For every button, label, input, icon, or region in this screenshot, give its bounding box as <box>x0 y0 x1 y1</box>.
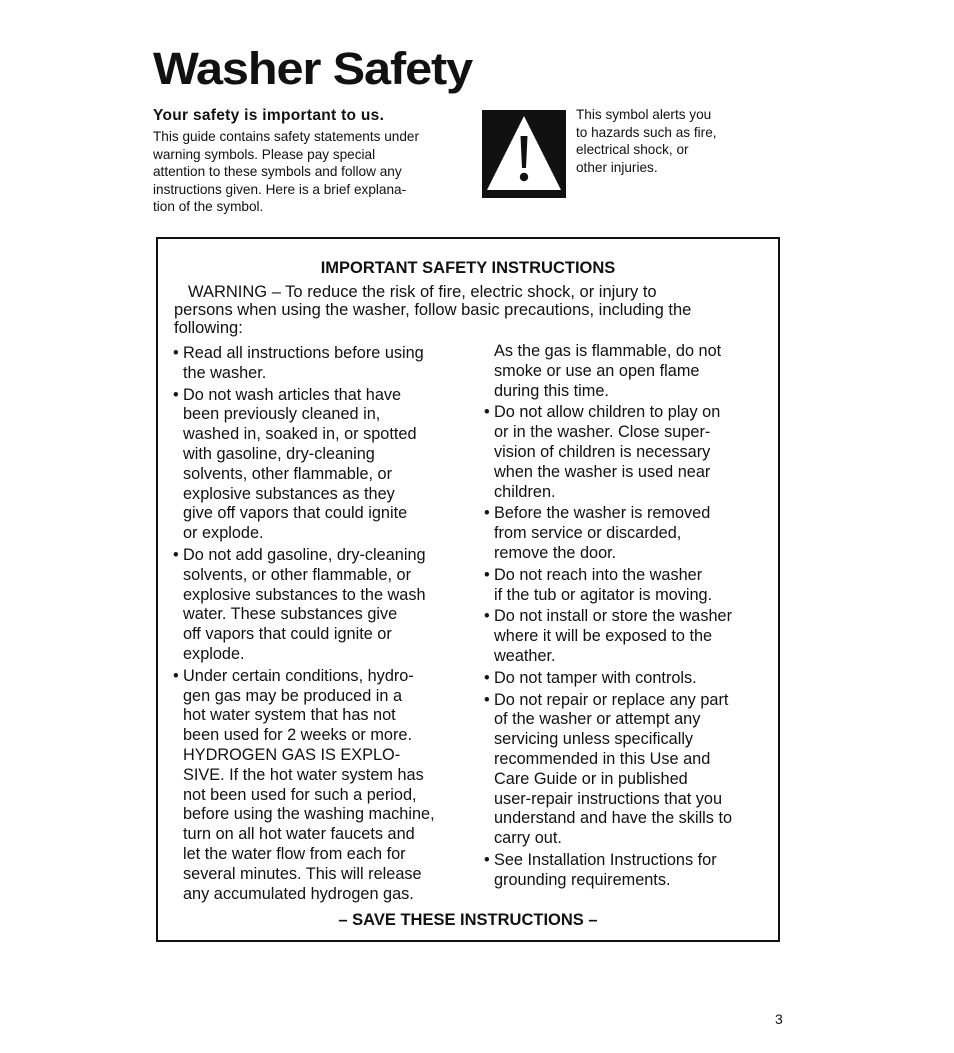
bullet: • <box>173 385 179 404</box>
intro-paragraph <box>153 128 453 216</box>
list-item <box>172 386 472 544</box>
warning-paragraph <box>174 283 769 337</box>
bullet: • <box>484 504 490 523</box>
intro-line: tion of the symbol. <box>153 199 264 214</box>
list-item <box>483 566 773 606</box>
warning-line: following: <box>174 319 243 337</box>
intro-line: attention to these symbols and follow any <box>153 164 402 179</box>
list-item-line: explosive substances to the wash <box>183 585 426 604</box>
left-column <box>172 344 472 906</box>
list-item-line: weather. <box>494 646 556 665</box>
page-title: Washer Safety <box>153 43 473 94</box>
warning-line: persons when using the washer, follow basic precautions, including the <box>174 301 692 319</box>
list-item-line: with gasoline, dry-cleaning <box>183 444 375 463</box>
list-item-line: vision of children is necessary <box>494 442 711 461</box>
list-item-line: Do not add gasoline, dry-cleaning <box>183 545 426 564</box>
page-number: 3 <box>775 1011 783 1027</box>
list-item-line: when the washer is used near <box>494 462 711 481</box>
list-item-line: recommended in this Use and <box>494 749 711 768</box>
continued-text-line: smoke or use an open flame <box>494 361 700 380</box>
list-item-line: where it will be exposed to the <box>494 627 713 646</box>
continued-text-line: As the gas is flammable, do not <box>494 342 722 360</box>
continued-text-line: during this time. <box>494 381 609 400</box>
list-item-line: if the tub or agitator is moving. <box>494 585 713 604</box>
list-item-line: turn on all hot water faucets and <box>183 825 415 844</box>
list-item-line: Under certain conditions, hydro- <box>183 666 414 685</box>
list-item-line: Do not tamper with controls. <box>494 668 697 687</box>
list-item <box>172 667 472 905</box>
list-item-line: remove the door. <box>494 543 617 562</box>
list-item-line: servicing unless specifically <box>494 730 694 749</box>
list-item-line: gen gas may be produced in a <box>183 686 403 705</box>
bullet: • <box>484 403 490 422</box>
list-item <box>172 546 472 665</box>
bullet: • <box>484 668 490 687</box>
list-item-line: or explode. <box>183 524 264 543</box>
list-item-line: give off vapors that could ignite <box>183 504 408 523</box>
list-item-line: before using the washing machine, <box>183 805 435 824</box>
symbol-description <box>576 106 756 176</box>
list-item <box>483 691 773 849</box>
bullet: • <box>484 607 490 626</box>
list-item-line: Do not allow children to play on <box>494 403 721 422</box>
list-item-line: or in the washer. Close super- <box>494 423 711 442</box>
list-item-line: See Installation Instructions for <box>494 850 717 869</box>
intro-heading: Your safety is important to us. <box>153 107 385 124</box>
right-column <box>483 342 773 893</box>
list-item-line: children. <box>494 482 556 501</box>
bullet: • <box>173 344 179 362</box>
list-item <box>483 403 773 502</box>
safety-instructions-box <box>156 237 780 942</box>
list-item-line: Care Guide or in published <box>494 769 688 788</box>
intro-line: instructions given. Here is a brief explana- <box>153 181 407 197</box>
intro-line: warning symbols. Please pay special <box>153 146 376 162</box>
symbol-line: This symbol alerts you <box>576 107 712 122</box>
list-item-line: explode. <box>183 644 245 663</box>
list-item-line: user-repair instructions that you <box>494 789 723 808</box>
list-item-line: Read all instructions before using <box>183 344 424 362</box>
warning-triangle-icon-graphic <box>482 110 566 198</box>
list-item-line: Do not repair or replace any part <box>494 690 729 709</box>
list-item-line: any accumulated hydrogen gas. <box>183 884 414 903</box>
list-item-line: hot water system that has not <box>183 706 396 725</box>
list-item-line: understand and have the skills to <box>494 809 733 828</box>
list-item-line: carry out. <box>494 829 562 848</box>
list-item-line: been used for 2 weeks or more. <box>183 726 412 745</box>
list-item-line: explosive substances as they <box>183 484 395 503</box>
list-item-line: off vapors that could ignite or <box>183 625 392 644</box>
bullet: • <box>484 565 490 584</box>
list-item-line: Do not install or store the washer <box>494 607 733 626</box>
list-item-line: Do not wash articles that have <box>183 385 402 404</box>
list-item-line: the washer. <box>183 363 267 382</box>
list-item-line: HYDROGEN GAS IS EXPLO- <box>183 745 401 764</box>
symbol-line: other injuries. <box>576 159 658 175</box>
symbol-line: to hazards such as fire, <box>576 124 717 140</box>
save-instructions-footer: – SAVE THESE INSTRUCTIONS – <box>338 911 598 929</box>
warning-triangle-icon <box>482 110 566 198</box>
list-item-line: SIVE. If the hot water system has <box>183 765 424 784</box>
intro-line: This guide contains safety statements under <box>153 129 419 144</box>
list-item-line: solvents, or other flammable, or <box>183 565 412 584</box>
list-item <box>483 669 773 689</box>
list-item-line: Before the washer is removed <box>494 504 711 523</box>
list-item <box>483 851 773 891</box>
list-item-line: let the water flow from each for <box>183 844 406 863</box>
list-item-line: not been used for such a period, <box>183 785 417 804</box>
list-item-line: grounding requirements. <box>494 870 671 889</box>
list-item <box>483 607 773 666</box>
bullet: • <box>173 545 179 564</box>
continued-text <box>483 342 773 401</box>
list-item-line: washed in, soaked in, or spotted <box>183 425 417 444</box>
bullet: • <box>173 666 179 685</box>
list-item <box>483 504 773 563</box>
list-item-line: of the washer or attempt any <box>494 710 701 729</box>
symbol-line: electrical shock, or <box>576 142 689 157</box>
list-item <box>172 344 472 384</box>
list-item-line: been previously cleaned in, <box>183 405 381 424</box>
list-item-line: Do not reach into the washer <box>494 565 703 584</box>
instructions-heading: IMPORTANT SAFETY INSTRUCTIONS <box>320 259 616 277</box>
list-item-line: water. These substances give <box>183 605 398 624</box>
warning-line: WARNING – To reduce the risk of fire, electric shock, or injury to <box>188 283 657 301</box>
bullet: • <box>484 850 490 869</box>
bullet: • <box>484 690 490 709</box>
list-item-line: solvents, other flammable, or <box>183 464 393 483</box>
list-item-line: several minutes. This will release <box>183 864 422 883</box>
list-item-line: from service or discarded, <box>494 524 682 543</box>
